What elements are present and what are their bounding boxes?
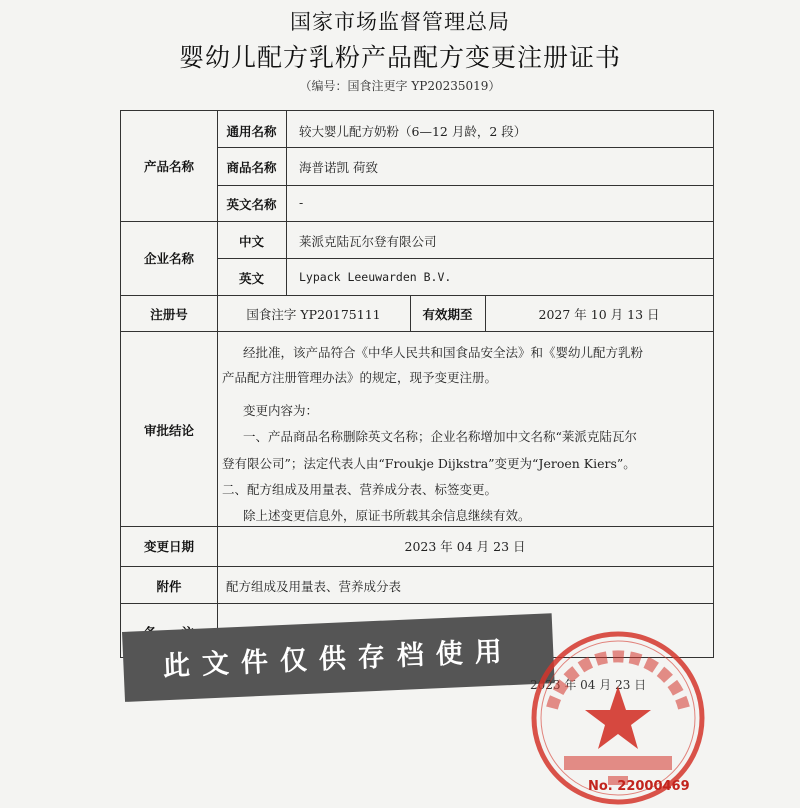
company-en-value: Lypack Leeuwarden B.V.	[299, 270, 452, 284]
registration-number-label: 注册号	[150, 307, 188, 322]
registration-number-value: 国食注字 YP20175111	[246, 307, 381, 322]
approval-line: 经批准，该产品符合《中华人民共和国食品安全法》和《婴幼儿配方乳粉	[243, 345, 644, 360]
valid-until-label: 有效期至	[422, 307, 473, 322]
issuing-authority: 国家市场监督管理总局	[290, 10, 510, 34]
product-name-label: 产品名称	[143, 159, 194, 174]
change-date-label: 变更日期	[143, 539, 194, 554]
stamp-date: 2023 年 04 月 23 日	[530, 678, 647, 692]
certificate-title: 婴幼儿配方乳粉产品配方变更注册证书	[178, 43, 621, 72]
approval-line: 产品配方注册管理办法》的规定，现予变更注册。	[222, 370, 498, 385]
approval-line: 登有限公司”；法定代表人由“Froukje Dijkstra”变更为“Jeroen Kiers”。	[222, 456, 636, 471]
change-date-value: 2023 年 04 月 23 日	[404, 539, 526, 554]
approval-conclusion-label: 审批结论	[143, 423, 194, 438]
approval-line: 二、配方组成及用量表、营养成分表、标签变更。	[222, 482, 498, 497]
approval-line: 一、产品商品名称删除英文名称；企业名称增加中文名称“莱派克陆瓦尔	[243, 429, 637, 444]
company-name-label: 企业名称	[143, 251, 194, 266]
generic-name-value: 较大婴儿配方奶粉（6—12 月龄，2 段）	[299, 124, 527, 139]
company-cn-value: 莱派克陆瓦尔登有限公司	[299, 234, 437, 249]
trade-name-label: 商品名称	[226, 160, 277, 175]
attachment-value: 配方组成及用量表、营养成分表	[226, 579, 402, 594]
certificate-serial-number: No. 22000469	[588, 779, 690, 794]
company-cn-label: 中文	[238, 234, 264, 249]
archive-banner-text: 此文件仅供存档使用	[162, 635, 515, 683]
english-name-value: -	[299, 195, 304, 210]
trade-name-value: 海普诺凯 荷致	[299, 160, 378, 175]
valid-until-value: 2027 年 10 月 13 日	[538, 307, 660, 322]
approval-line: 除上述变更信息外，原证书所载其余信息继续有效。	[243, 508, 531, 523]
english-name-label: 英文名称	[226, 197, 277, 212]
approval-line: 变更内容为：	[243, 403, 319, 418]
attachment-label: 附件	[156, 579, 182, 594]
generic-name-label: 通用名称	[226, 124, 277, 139]
certificate-number: （编号：国食注更字 YP20235019）	[299, 79, 501, 93]
company-en-label: 英文	[238, 271, 264, 286]
